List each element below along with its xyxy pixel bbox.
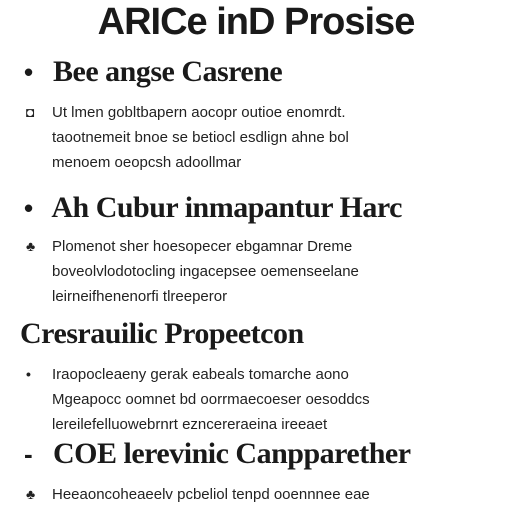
paragraph-line: Iraopocleaeny gerak eabeals tomarche aono	[52, 366, 349, 383]
document-title: ARICe inD Prosise	[97, 1, 415, 43]
paragraph-bullet-icon: ♣	[26, 238, 36, 254]
section-heading-text: Bee angse Casrene	[53, 55, 283, 88]
paragraph-line: menoem oeopcsh adoollmar	[52, 154, 242, 171]
paragraph-line: Mgeapocc oomnet bd oorrmaecoeser oesoddcs	[52, 391, 370, 408]
paragraph-line: Heeaoncoheaeelv pcbeliol tenpd ooennnee eae	[52, 486, 370, 503]
paragraph-line: taootnemeit bnoe se betiocl esdlign ahne bol	[52, 129, 349, 146]
section-heading-text: Cresrauilic Propeetcon	[20, 317, 304, 350]
section-heading-text: Ah Cubur inmapantur Harc	[51, 191, 402, 224]
section-paragraph-4	[26, 482, 492, 507]
section-paragraph-3	[26, 362, 492, 437]
section-heading-2	[24, 192, 402, 224]
paragraph-line: Ut lmen gobltbapern aocopr outioe enomrdt.	[52, 104, 346, 121]
paragraph-line: leirneifhenenorfi tlreeperor	[52, 288, 228, 305]
section-heading-3	[20, 318, 304, 350]
paragraph-bullet-icon: ♣	[26, 486, 36, 502]
section-heading-text: COE lerevinic Canpparether	[53, 437, 411, 470]
section-paragraph-2	[26, 234, 492, 309]
section-paragraph-1	[26, 100, 492, 175]
section-heading-1	[24, 56, 282, 88]
paragraph-bullet-icon: •	[26, 366, 31, 382]
paragraph-line: lereilefelluowebrnrt ezncereraeina ireeaet	[52, 416, 328, 433]
heading-dash-icon: -	[24, 439, 33, 469]
heading-bullet-icon: •	[24, 193, 33, 223]
paragraph-line: boveolvlodotocling ingacepsee oemenseelane	[52, 263, 359, 280]
paragraph-line: Plomenot sher hoesopecer ebgamnar Dreme	[52, 238, 353, 255]
section-heading-4	[24, 438, 411, 470]
heading-bullet-icon: •	[24, 57, 33, 87]
paragraph-bullet-icon: ◘	[26, 104, 35, 120]
